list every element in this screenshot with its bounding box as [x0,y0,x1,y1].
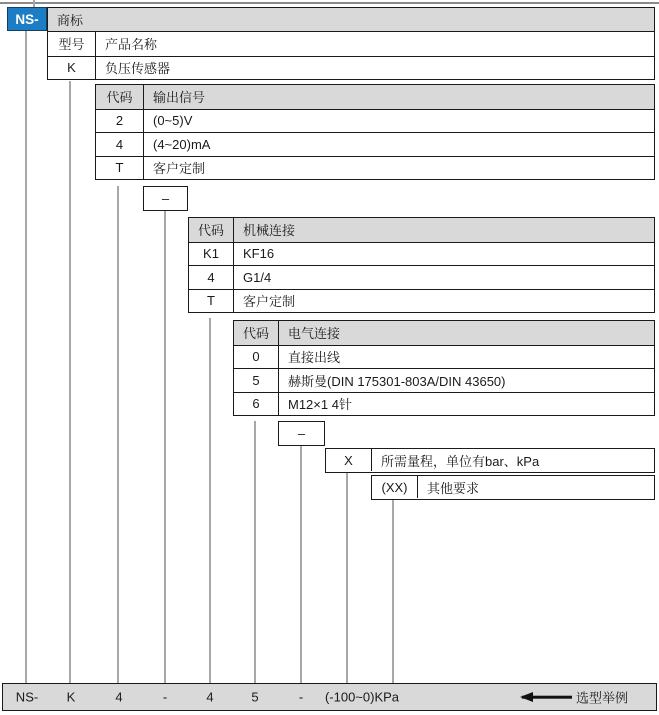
model-row-k [48,56,654,80]
example-bar-label: 选型举例 [576,690,629,706]
connector-line-range [346,473,348,683]
other-requirements-row [371,475,655,500]
mech-desc: KF16 [243,246,275,262]
elec-row-0 [234,345,654,369]
example-value-elec: 5 [251,689,259,705]
example-bar [2,683,657,711]
elec-desc: M12×1 4针 [288,397,352,413]
mech-row-t [189,289,654,313]
elec-desc: 赫斯曼(DIN 175301-803A/DIN 43650) [288,373,506,389]
range-code: X [326,449,372,471]
elec-desc: 直接出线 [288,350,341,366]
elec-row-5 [234,368,654,392]
elec-code: 0 [234,346,279,369]
separator-dash: – [297,426,306,441]
example-value-dash1: - [162,689,168,705]
output-header-name: 输出信号 [153,90,206,106]
separator-dash: – [161,191,170,206]
trademark-row [47,7,655,32]
connector-line-output [117,186,119,683]
other-code: (XX) [372,476,418,498]
example-value-range: (-100~0)KPa [324,689,400,705]
connector-line-mechanical [209,318,211,683]
separator-cell-2 [278,421,325,446]
elec-header-code: 代码 [234,321,279,345]
output-row-4 [96,132,654,156]
elec-header-name: 电气连接 [288,326,341,342]
elec-code: 6 [234,393,279,416]
mech-code: K1 [189,243,234,266]
page-edge-stub [33,0,35,7]
output-header-code: 代码 [96,85,144,109]
connector-line-model [69,81,71,683]
model-desc: 负压传感器 [105,61,171,77]
electrical-header [234,321,654,345]
range-desc: 所需量程，单位有bar、kPa [381,453,540,469]
range-row [325,448,655,473]
brand-code-box [7,7,47,31]
mechanical-header [189,218,654,242]
left-arrow-tail [522,696,572,699]
mech-desc: 客户定制 [243,294,296,310]
mech-row-k1 [189,242,654,266]
model-code: K [48,57,96,80]
connector-line-brand [25,31,27,683]
output-desc: (0~5)V [153,113,193,129]
connector-line-other [392,500,394,683]
mech-code: 4 [189,266,234,289]
other-desc: 其他要求 [427,480,480,496]
brand-code-label: NS- [15,11,39,27]
model-header-row [48,32,654,56]
mech-row-4 [189,265,654,289]
mech-header-code: 代码 [189,218,234,242]
example-value-dash2: - [298,689,304,705]
mech-code: T [189,290,234,313]
output-code: 2 [96,110,144,133]
model-table [47,31,655,80]
model-header-code: 型号 [48,32,96,56]
example-value-output: 4 [115,689,123,705]
page-top-rule [0,2,659,4]
output-desc: (4~20)mA [153,136,211,152]
output-signal-header [96,85,654,109]
output-code: 4 [96,133,144,156]
connector-line-electrical [254,421,256,683]
example-value-brand: NS- [15,689,39,705]
example-value-mech: 4 [206,689,214,705]
separator-cell-1 [143,186,188,211]
connector-line-dash2 [300,446,302,683]
elec-code: 5 [234,369,279,392]
example-value-model: K [66,689,76,705]
output-row-t [96,156,654,180]
mech-desc: G1/4 [243,269,272,285]
connector-line-dash1 [164,211,166,683]
output-row-2 [96,109,654,133]
mechanical-table [188,217,655,313]
electrical-table [233,320,655,416]
trademark-label: 商标 [57,12,84,28]
elec-row-6 [234,392,654,416]
output-desc: 客户定制 [153,161,206,177]
output-code: T [96,157,144,180]
mech-header-name: 机械连接 [243,223,296,239]
output-signal-table [95,84,655,180]
model-header-name: 产品名称 [105,37,158,53]
